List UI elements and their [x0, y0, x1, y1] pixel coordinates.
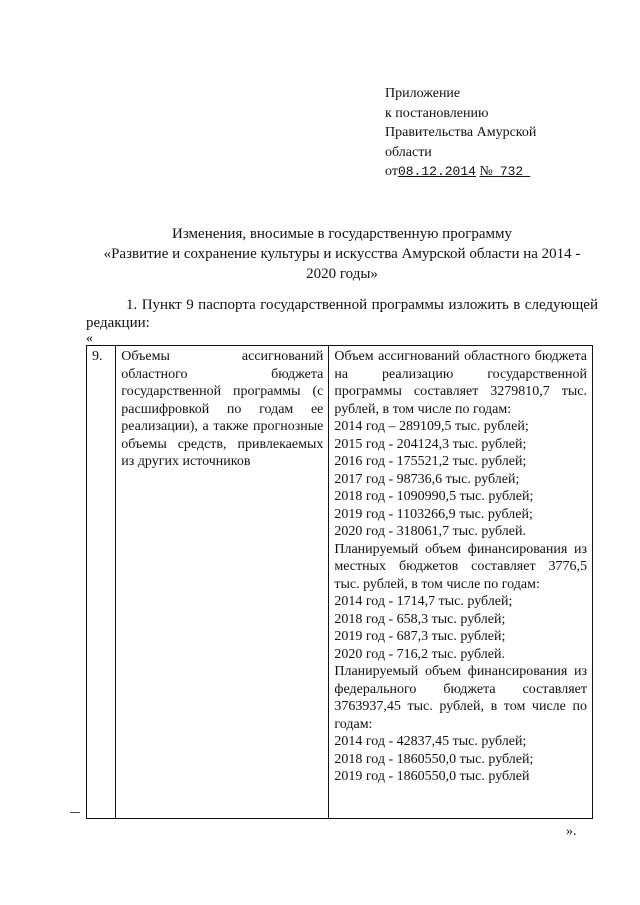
- value-line: 2015 год - 204124,3 тыс. рублей;: [334, 436, 527, 452]
- row-value-cell: [329, 346, 593, 819]
- decree-number: 732: [499, 164, 524, 179]
- value-line: 2014 год - 42837,45 тыс. рублей;: [334, 734, 527, 749]
- value-line: 2014 год – 289109,5 тыс. рублей;: [334, 419, 529, 434]
- value-line: 2019 год - 687,3 тыс. рублей;: [334, 629, 506, 644]
- value-line: 2020 год - 716,2 тыс. рублей.: [334, 646, 505, 662]
- appendix-line: к постановлению: [385, 105, 489, 121]
- appendix-line: области: [385, 144, 432, 160]
- value-line: 2019 год - 1103266,9 тыс. рублей;: [334, 506, 533, 522]
- value-line: 2016 год - 175521,2 тыс. рублей;: [334, 454, 527, 469]
- value-line: 2018 год - 1860550,0 тыс. рублей;: [334, 751, 534, 767]
- value-line: 2020 год - 318061,7 тыс. рублей.: [334, 524, 526, 539]
- value-line: Планируемый объем финансирования из местных бюджетов составляет 3776,5 тыс. рублей, в том числе по годам:: [334, 541, 587, 592]
- row-number-cell: 9.: [87, 346, 116, 819]
- margin-mark: [70, 812, 80, 813]
- closing-quote: ».: [566, 824, 577, 839]
- appendix-date-line: [385, 162, 615, 182]
- title-line: 2020 годы»: [306, 266, 378, 282]
- value-line: Объем ассигнований областного бюджета на реализацию государственной программы составляет 3279810,7 тыс. рублей, в том числе по годам:: [334, 349, 587, 417]
- document-title: [86, 224, 598, 284]
- value-line: 2018 год - 658,3 тыс. рублей;: [334, 611, 506, 627]
- value-line: 2018 год - 1090990,5 тыс. рублей;: [334, 489, 534, 504]
- value-line: 2014 год - 1714,7 тыс. рублей;: [334, 594, 513, 609]
- value-line: 2017 год - 98736,6 тыс. рублей;: [334, 471, 520, 487]
- appendix-line: Правительства Амурской: [385, 125, 537, 140]
- appendix-block: [385, 84, 615, 182]
- value-line: 2019 год - 1860550,0 тыс. рублей: [334, 769, 530, 784]
- date-prefix: от: [385, 164, 398, 179]
- title-line: Изменения, вносимые в государственную программу: [172, 226, 512, 242]
- title-line: «Развитие и сохранение культуры и искусства Амурской области на 2014 -: [103, 246, 581, 262]
- intro-paragraph: 1. Пункт 9 паспорта государственной программы изложить в следующей редакции:: [86, 297, 598, 331]
- decree-date: 08.12.2014: [397, 164, 476, 179]
- passport-table: [86, 345, 593, 819]
- number-sign: №: [479, 164, 493, 179]
- table-row: [87, 346, 593, 819]
- value-line: Планируемый объем финансирования из федерального бюджета составляет 3763937,45 тыс. рублей, в том числе по годам:: [334, 664, 587, 732]
- row-name-cell: Объемы ассигнований областного бюджета государственной программы (с расшифровкой по годам ее реализации), а также прогнозные объемы средств, привлекаемых из других источников: [116, 346, 329, 819]
- appendix-line: Приложение: [385, 86, 461, 101]
- opening-quote: «: [86, 331, 93, 346]
